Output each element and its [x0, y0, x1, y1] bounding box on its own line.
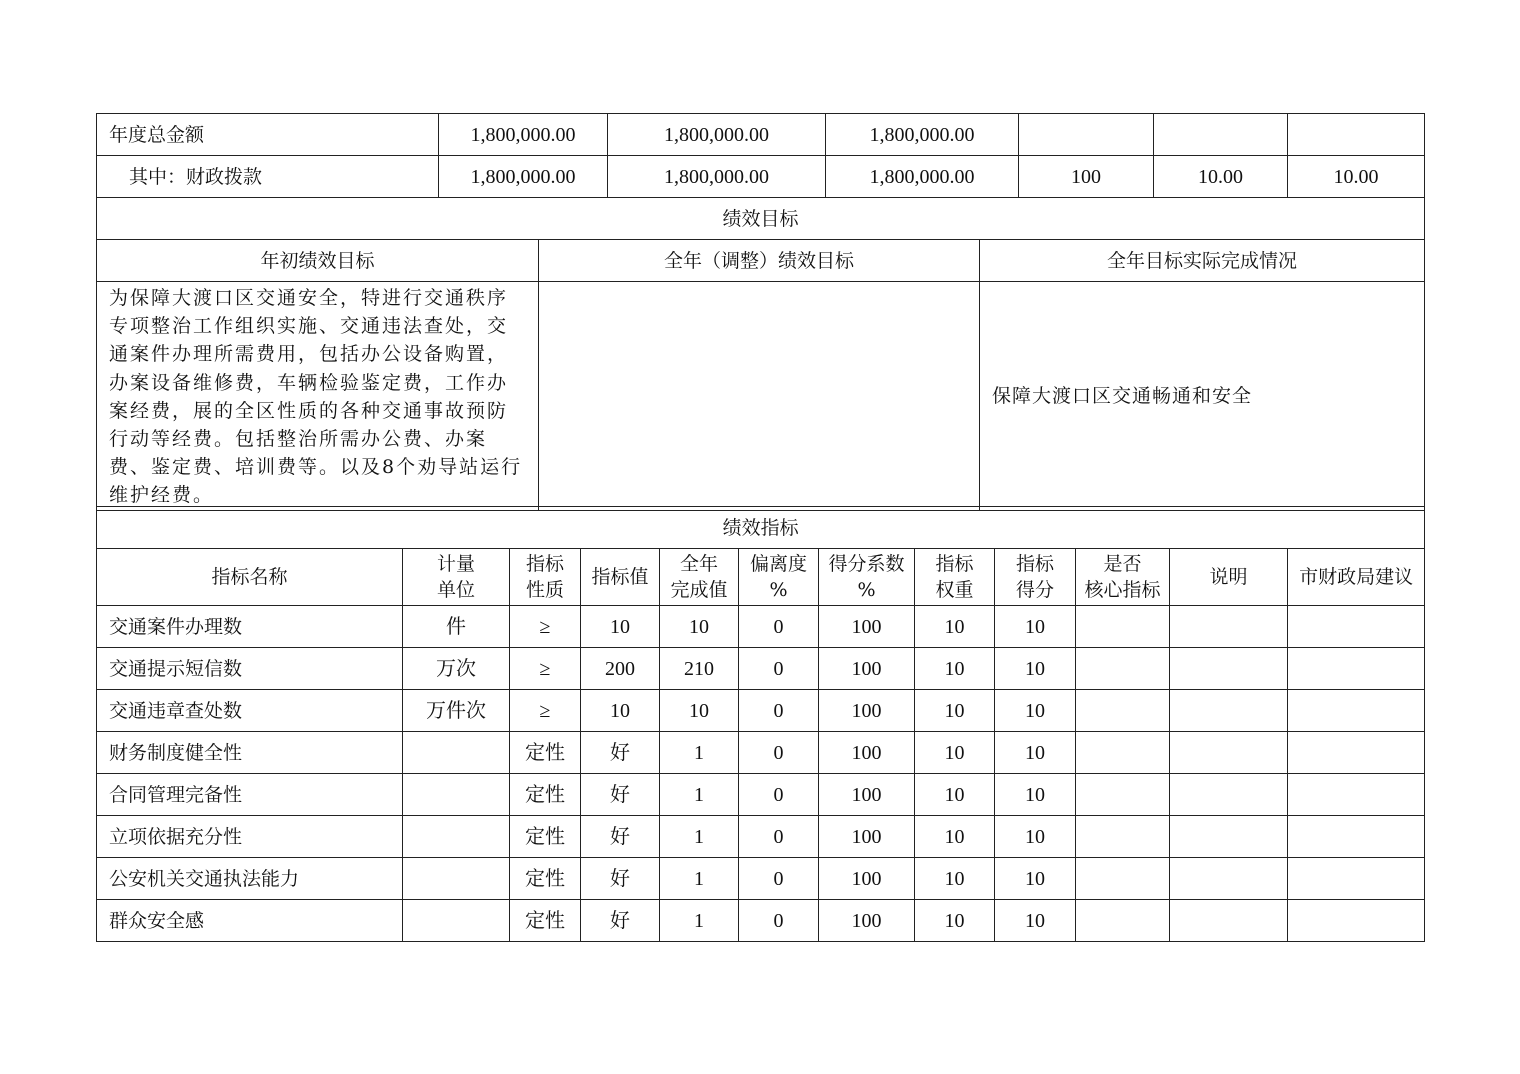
indicator-header [403, 549, 510, 606]
indicator-header [739, 549, 819, 606]
indicator-cell: 10 [660, 606, 739, 648]
indicator-cell: 1 [660, 900, 739, 942]
indicator-cell: 好 [581, 900, 660, 942]
indicator-cell: 10 [995, 606, 1076, 648]
indicator-header-line: 得分 [1015, 579, 1054, 601]
indicator-name: 公安机关交通执法能力 [97, 858, 403, 900]
indicator-cell: 1 [660, 816, 739, 858]
indicator-cell: 定性 [510, 774, 581, 816]
funding-label: 年度总金额 [97, 114, 439, 156]
indicator-row [97, 900, 1425, 942]
indicator-cell: 10 [995, 732, 1076, 774]
funding-row [97, 156, 1425, 198]
indicator-cell [1288, 606, 1425, 648]
indicator-cell [1076, 732, 1170, 774]
indicator-row [97, 732, 1425, 774]
indicator-cell: 0 [739, 900, 819, 942]
indicator-cell: 10 [915, 606, 995, 648]
indicator-header-line: 是否 [1103, 553, 1142, 575]
indicator-name: 立项依据充分性 [97, 816, 403, 858]
indicator-cell [1288, 816, 1425, 858]
indicator-cell [1076, 900, 1170, 942]
indicator-cell [1076, 816, 1170, 858]
indicator-cell: 10 [915, 732, 995, 774]
indicator-cell: 100 [819, 900, 915, 942]
indicator-name: 合同管理完备性 [97, 774, 403, 816]
indicator-cell: 10 [915, 858, 995, 900]
indicator-cell: ≥ [510, 690, 581, 732]
indicator-cell: 0 [739, 606, 819, 648]
indicator-cell: 10 [581, 690, 660, 732]
goal-header-actual: 全年目标实际完成情况 [980, 240, 1425, 282]
indicator-cell [1076, 858, 1170, 900]
indicator-cell: 好 [581, 774, 660, 816]
indicator-header [915, 549, 995, 606]
indicator-cell [1288, 858, 1425, 900]
funding-value: 1,800,000.00 [608, 156, 826, 198]
indicator-header-line: 指标 [1015, 553, 1054, 575]
indicator-cell [1076, 648, 1170, 690]
goal-actual-text: 保障大渡口区交通畅通和安全 [980, 282, 1425, 511]
indicator-cell [1170, 648, 1288, 690]
indicator-cell [1288, 774, 1425, 816]
indicator-cell: 0 [739, 816, 819, 858]
funding-value: 1,800,000.00 [608, 114, 826, 156]
indicator-cell: 10 [995, 774, 1076, 816]
indicator-cell: 10 [581, 606, 660, 648]
indicator-header-line: 性质 [525, 579, 564, 601]
indicator-header [819, 549, 915, 606]
indicator-name: 交通违章查处数 [97, 690, 403, 732]
goals-title: 绩效目标 [97, 198, 1425, 240]
indicator-cell [403, 858, 510, 900]
funding-value [1154, 114, 1288, 156]
indicator-cell: ≥ [510, 648, 581, 690]
indicator-cell: 万件次 [403, 690, 510, 732]
indicator-header [660, 549, 739, 606]
indicator-cell: 10 [915, 900, 995, 942]
indicator-header [995, 549, 1076, 606]
indicator-header-line: 核心指标 [1084, 579, 1161, 601]
indicator-header-line: 权重 [935, 579, 974, 601]
indicators-table [96, 506, 1425, 942]
indicator-header-line: % [857, 579, 876, 601]
indicator-name: 交通提示短信数 [97, 648, 403, 690]
indicator-cell: 0 [739, 732, 819, 774]
funding-value: 1,800,000.00 [439, 114, 608, 156]
indicator-cell: 定性 [510, 816, 581, 858]
indicator-cell [1170, 900, 1288, 942]
indicator-row [97, 858, 1425, 900]
indicator-cell: 好 [581, 816, 660, 858]
indicator-cell: 100 [819, 774, 915, 816]
funding-row [97, 114, 1425, 156]
indicator-cell [1076, 606, 1170, 648]
indicator-cell [1170, 606, 1288, 648]
indicator-cell: 10 [995, 690, 1076, 732]
indicator-header-line: 指标 [525, 553, 564, 575]
indicator-row [97, 816, 1425, 858]
funding-value: 100 [1019, 156, 1154, 198]
indicator-cell [1288, 732, 1425, 774]
indicator-header-line: 说明 [1209, 566, 1248, 588]
indicator-header [1170, 549, 1288, 606]
indicator-row [97, 774, 1425, 816]
indicator-header-line: % [769, 579, 788, 601]
indicator-cell: 10 [995, 858, 1076, 900]
indicator-cell [1170, 690, 1288, 732]
indicator-cell: 万次 [403, 648, 510, 690]
indicator-header-line: 市财政局建议 [1299, 566, 1414, 588]
indicator-cell: 100 [819, 816, 915, 858]
indicator-cell: ≥ [510, 606, 581, 648]
indicator-header [581, 549, 660, 606]
indicator-cell: 100 [819, 606, 915, 648]
indicator-row [97, 606, 1425, 648]
indicator-header [510, 549, 581, 606]
indicator-cell: 0 [739, 858, 819, 900]
indicator-cell: 100 [819, 732, 915, 774]
indicator-cell: 好 [581, 858, 660, 900]
indicator-cell [1170, 816, 1288, 858]
indicator-cell [1170, 732, 1288, 774]
goal-header-adjusted: 全年（调整）绩效目标 [539, 240, 980, 282]
indicator-name: 交通案件办理数 [97, 606, 403, 648]
indicator-cell: 定性 [510, 858, 581, 900]
indicator-cell: 210 [660, 648, 739, 690]
indicator-cell [1076, 774, 1170, 816]
indicator-cell [403, 816, 510, 858]
indicator-cell: 1 [660, 774, 739, 816]
indicator-name: 财务制度健全性 [97, 732, 403, 774]
indicator-cell: 定性 [510, 732, 581, 774]
indicator-cell [1288, 690, 1425, 732]
indicator-header-line: 单位 [436, 579, 475, 601]
indicators-title: 绩效指标 [97, 507, 1425, 549]
indicator-header-line: 偏离度 [749, 553, 807, 575]
funding-value [1288, 114, 1425, 156]
indicator-header-line: 指标名称 [211, 566, 288, 588]
indicator-header-line: 得分系数 [828, 553, 905, 575]
indicator-cell: 定性 [510, 900, 581, 942]
funding-value: 1,800,000.00 [439, 156, 608, 198]
indicator-cell: 10 [915, 690, 995, 732]
indicator-cell [1076, 690, 1170, 732]
indicator-cell: 200 [581, 648, 660, 690]
funding-value: 10.00 [1288, 156, 1425, 198]
indicator-cell [1170, 774, 1288, 816]
goal-initial-text: 为保障大渡口区交通安全，特进行交通秩序专项整治工作组织实施、交通违法查处，交通案件办理所需费用，包括办公设备购置，办案设备维修费，车辆检验鉴定费，工作办案经费，展的全区性质的各种交通事故预防行动等经费。包括整治所需办公费、办案费、鉴定费、培训费等。以及8个劝导站运行维护经费。 [97, 282, 539, 511]
indicator-cell: 好 [581, 732, 660, 774]
funding-table [96, 113, 1425, 198]
indicator-cell [403, 900, 510, 942]
indicator-cell: 0 [739, 690, 819, 732]
funding-value: 10.00 [1154, 156, 1288, 198]
indicator-cell: 10 [915, 816, 995, 858]
indicator-header [1288, 549, 1425, 606]
indicator-cell: 0 [739, 648, 819, 690]
indicator-cell: 1 [660, 858, 739, 900]
indicator-header-line: 全年 [679, 553, 718, 575]
indicator-cell: 100 [819, 648, 915, 690]
funding-value: 1,800,000.00 [826, 114, 1019, 156]
indicator-cell: 10 [915, 648, 995, 690]
indicator-header-line: 完成值 [670, 579, 728, 601]
indicator-header [1076, 549, 1170, 606]
indicator-cell [1170, 858, 1288, 900]
indicator-cell: 10 [995, 816, 1076, 858]
goal-adjusted-text [539, 282, 980, 511]
indicator-cell [1288, 648, 1425, 690]
funding-value [1019, 114, 1154, 156]
funding-label: 其中：财政拨款 [97, 156, 439, 198]
indicator-cell: 1 [660, 732, 739, 774]
indicator-cell: 10 [660, 690, 739, 732]
indicator-cell: 10 [995, 900, 1076, 942]
funding-value: 1,800,000.00 [826, 156, 1019, 198]
indicator-cell: 100 [819, 858, 915, 900]
indicator-cell [403, 732, 510, 774]
indicator-header-line: 指标 [935, 553, 974, 575]
indicator-name: 群众安全感 [97, 900, 403, 942]
indicator-cell: 100 [819, 690, 915, 732]
indicator-header-line: 计量 [436, 553, 475, 575]
indicator-header-line: 指标值 [591, 566, 649, 588]
goals-table [96, 197, 1425, 511]
indicator-cell: 件 [403, 606, 510, 648]
indicator-cell: 10 [915, 774, 995, 816]
indicator-cell: 10 [995, 648, 1076, 690]
indicator-cell [1288, 900, 1425, 942]
indicator-cell: 0 [739, 774, 819, 816]
indicator-header [97, 549, 403, 606]
goal-header-initial: 年初绩效目标 [97, 240, 539, 282]
indicator-cell [403, 774, 510, 816]
indicator-row [97, 690, 1425, 732]
indicator-row [97, 648, 1425, 690]
